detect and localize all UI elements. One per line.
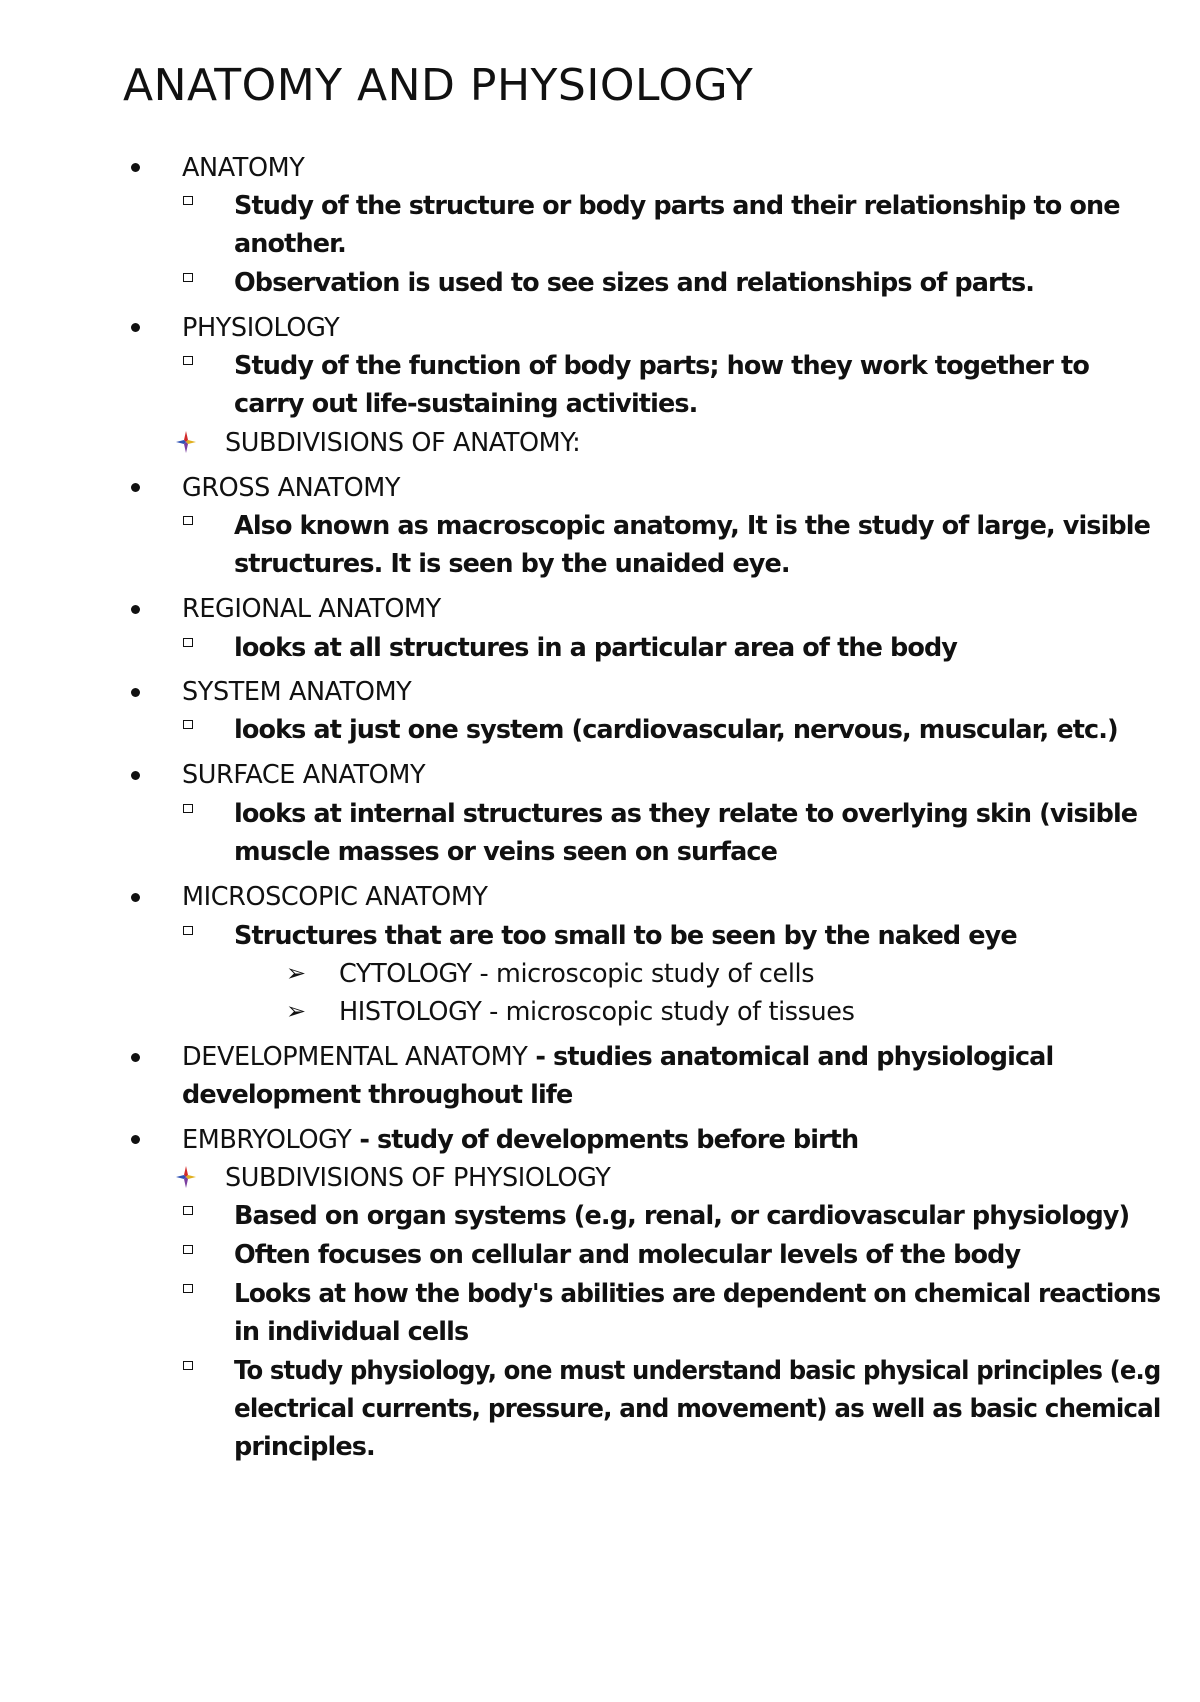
section-heading-physiology: PHYSIOLOGY [182,313,340,343]
physiology-item-1: Based on organ systems (e.g, renal, or cardiovascular physiology) [234,1201,1130,1231]
gross-anatomy-line1: Also known as macroscopic anatomy, It is the study of large, visible [234,511,1151,541]
bullet-dot-icon [131,1135,140,1144]
subdivisions-physiology-heading: SUBDIVISIONS OF PHYSIOLOGY [225,1163,611,1193]
arrowhead-bullet-icon: ➢ [286,959,307,987]
embryology-description: - study of developments before birth [351,1125,859,1155]
cytology-item: CYTOLOGY - microscopic study of cells [339,959,815,989]
physiology-item-4-line1: To study physiology, one must understand basic physical principles (e.g [234,1356,1161,1386]
page-title: ANATOMY AND PHYSIOLOGY [123,60,754,111]
physiology-definition-line1: Study of the function of body parts; how they work together to [234,351,1089,381]
square-bullet-icon [183,273,193,282]
gross-anatomy-line2: structures. It is seen by the unaided eye. [234,549,790,579]
embryology-line [182,1125,858,1155]
bullet-dot-icon [131,893,140,902]
section-heading-regional-anatomy: REGIONAL ANATOMY [182,594,441,624]
bullet-dot-icon [131,323,140,332]
physiology-item-4-line3: principles. [234,1432,375,1462]
microscopic-anatomy-line1: Structures that are too small to be seen by the naked eye [234,921,1017,951]
section-heading-surface-anatomy: SURFACE ANATOMY [182,760,426,790]
anatomy-observation: Observation is used to see sizes and relationships of parts. [234,268,1035,298]
bullet-dot-icon [131,163,140,172]
histology-item: HISTOLOGY - microscopic study of tissues [339,997,855,1027]
square-bullet-icon [183,1245,193,1254]
surface-anatomy-line1: looks at internal structures as they relate to overlying skin (visible [234,799,1138,829]
surface-anatomy-line2: muscle masses or veins seen on surface [234,837,778,867]
embryology-heading: EMBRYOLOGY [182,1125,352,1155]
four-point-star-icon [176,431,196,453]
section-heading-anatomy: ANATOMY [182,153,305,183]
square-bullet-icon [183,356,193,365]
physiology-item-3-line2: in individual cells [234,1317,469,1347]
subdivisions-anatomy-heading: SUBDIVISIONS OF ANATOMY: [225,428,581,458]
anatomy-definition-line2: another. [234,229,346,259]
developmental-anatomy-line2: development throughout life [182,1080,573,1110]
physiology-item-2: Often focuses on cellular and molecular levels of the body [234,1240,1021,1270]
square-bullet-icon [183,196,193,205]
system-anatomy-line1: looks at just one system (cardiovascular, nervous, muscular, etc.) [234,715,1118,745]
physiology-item-3-line1: Looks at how the body's abilities are dependent on chemical reactions [234,1279,1161,1309]
square-bullet-icon [183,638,193,647]
square-bullet-icon [183,926,193,935]
physiology-item-4-line2: electrical currents, pressure, and movement) as well as basic chemical [234,1394,1161,1424]
square-bullet-icon [183,1206,193,1215]
bullet-dot-icon [131,688,140,697]
square-bullet-icon [183,1284,193,1293]
developmental-anatomy-heading: DEVELOPMENTAL ANATOMY [182,1042,528,1072]
bullet-dot-icon [131,483,140,492]
four-point-star-icon [176,1166,196,1188]
section-heading-system-anatomy: SYSTEM ANATOMY [182,677,412,707]
arrowhead-bullet-icon: ➢ [286,997,307,1025]
bullet-dot-icon [131,771,140,780]
square-bullet-icon [183,1361,193,1370]
physiology-definition-line2: carry out life-sustaining activities. [234,389,698,419]
bullet-dot-icon [131,605,140,614]
bullet-dot-icon [131,1053,140,1062]
developmental-anatomy-line1 [182,1042,1053,1072]
section-heading-microscopic-anatomy: MICROSCOPIC ANATOMY [182,882,488,912]
developmental-anatomy-description: - studies anatomical and physiological [527,1042,1054,1072]
anatomy-definition-line1: Study of the structure or body parts and their relationship to one [234,191,1120,221]
square-bullet-icon [183,516,193,525]
section-heading-gross-anatomy: GROSS ANATOMY [182,473,401,503]
square-bullet-icon [183,804,193,813]
regional-anatomy-line1: looks at all structures in a particular area of the body [234,633,958,663]
square-bullet-icon [183,720,193,729]
